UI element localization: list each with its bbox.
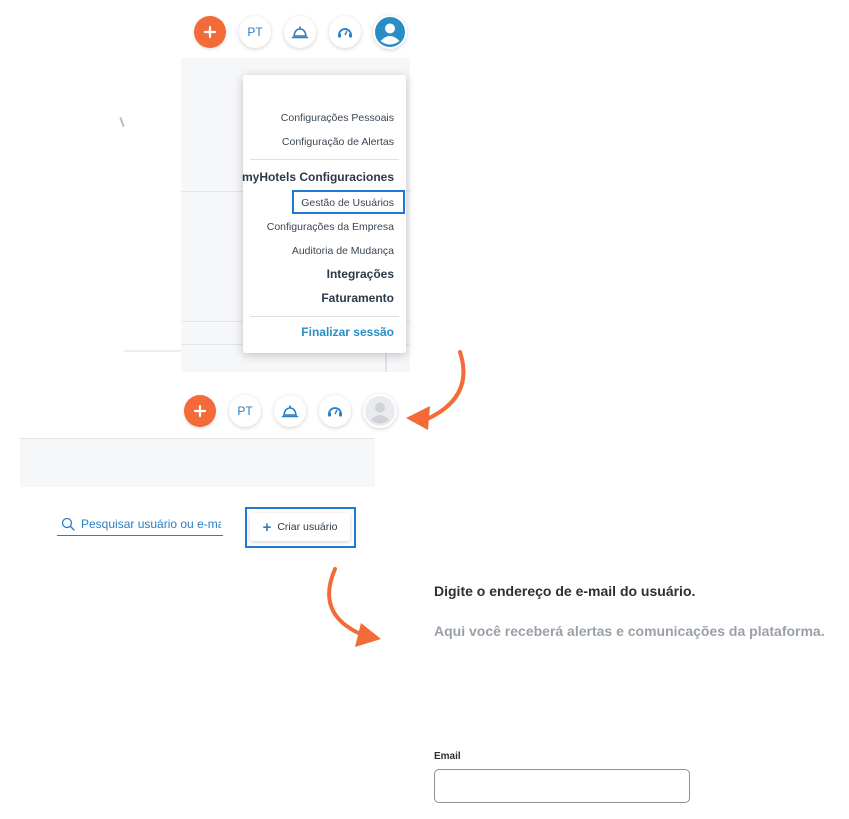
create-user-button[interactable] [250,513,350,541]
menu-item-user-management[interactable]: Gestão de Usuários [301,197,394,209]
user-search [57,512,223,536]
menu-section-title: myHotels Configuraciones [241,170,394,184]
menu-item-alert-settings[interactable]: Configuração de Alertas [281,136,394,148]
account-button[interactable] [373,15,407,49]
add-button[interactable] [184,395,216,427]
email-label: Email [434,751,461,762]
bell-desk-icon [291,24,309,40]
divider-mark [119,117,124,127]
create-user-label: Criar usuário [277,521,338,533]
plus-icon [193,404,207,418]
step-arrow-icon [400,348,475,438]
highlight-box [245,507,356,548]
user-avatar-icon [364,395,396,427]
plus-icon [203,25,217,39]
divider-line [124,350,181,352]
plus-icon: + [262,518,272,536]
language-button[interactable] [239,16,271,48]
menu-divider [250,159,399,160]
account-dropdown [243,75,406,353]
search-input[interactable] [81,517,221,531]
search-icon [61,517,75,531]
step-arrow-icon [315,565,390,653]
email-field[interactable] [434,769,690,803]
language-label: PT [247,25,263,39]
menu-item-billing[interactable]: Faturamento [321,291,394,305]
logout-link[interactable]: Finalizar sessão [301,325,394,339]
bell-desk-icon [281,403,299,419]
page-header-bar [20,438,375,487]
menu-divider [250,316,399,317]
user-avatar-icon [374,16,406,48]
add-button[interactable] [194,16,226,48]
language-button[interactable] [229,395,261,427]
reception-button[interactable] [284,16,316,48]
support-button[interactable] [329,16,361,48]
menu-item-change-audit[interactable]: Auditoria de Mudança [291,245,394,257]
reception-button[interactable] [274,395,306,427]
menu-item-personal-settings[interactable]: Configurações Pessoais [280,112,394,124]
support-button[interactable] [319,395,351,427]
menu-item-company-settings[interactable]: Configurações da Empresa [266,221,394,233]
menu-item-integrations[interactable]: Integrações [326,267,394,281]
form-subtitle: Aqui você receberá alertas e comunicações da plataforma. [434,623,825,639]
headset-icon [336,24,354,40]
form-title: Digite o endereço de e-mail do usuário. [434,583,696,599]
account-button[interactable] [363,394,397,428]
language-label: PT [237,404,253,418]
headset-icon [326,403,344,419]
